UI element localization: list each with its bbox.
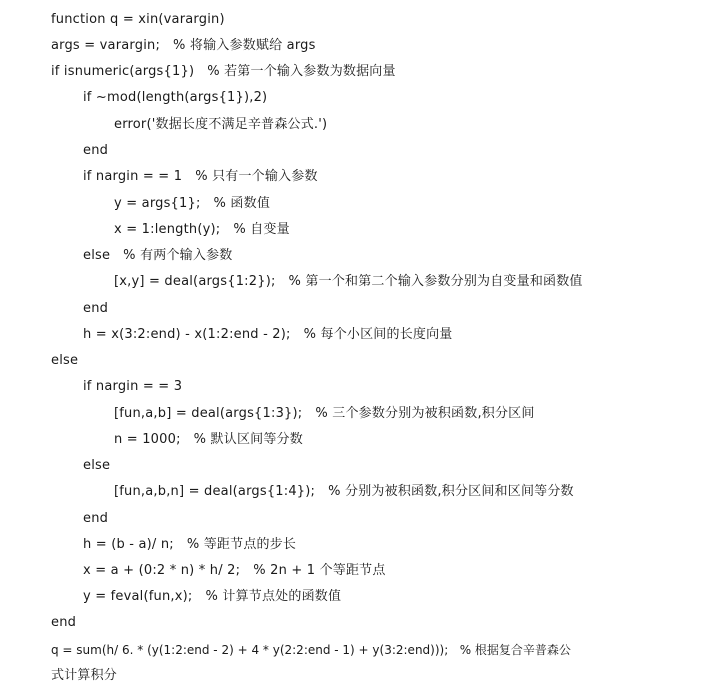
code-line: q = sum(h/ 6. * (y(1:2:end - 2) + 4 * y(2:2:end - 1) + y(3:2:end))); % 根据复合辛普森公	[51, 643, 571, 657]
code-line: 式计算积分	[51, 668, 118, 683]
code-line: else	[51, 353, 79, 368]
code-line: x = 1:length(y); % 自变量	[114, 222, 290, 237]
code-line: if nargin = = 1 % 只有一个输入参数	[83, 169, 318, 184]
code-line: x = a + (0:2 * n) * h/ 2; % 2n + 1 个等距节点	[83, 563, 386, 578]
code-line: error('数据长度不满足辛普森公式.')	[114, 117, 328, 132]
code-line: end	[83, 511, 109, 526]
code-line: h = x(3:2:end) - x(1:2:end - 2); % 每个小区间的长度向量	[83, 327, 453, 342]
code-line: if isnumeric(args{1}) % 若第一个输入参数为数据向量	[51, 64, 396, 79]
code-line: args = varargin; % 将输入参数赋给 args	[51, 38, 316, 53]
code-line: else	[83, 458, 111, 473]
code-line: [fun,a,b,n] = deal(args{1:4}); % 分别为被积函数,积分区间和区间等分数	[114, 484, 574, 499]
code-line: n = 1000; % 默认区间等分数	[114, 432, 303, 447]
code-line: [x,y] = deal(args{1:2}); % 第一个和第二个输入参数分别为自变量和函数值	[114, 274, 583, 289]
code-line: y = feval(fun,x); % 计算节点处的函数值	[83, 589, 342, 604]
code-line: if nargin = = 3	[83, 379, 183, 394]
code-line: if ~mod(length(args{1}),2)	[83, 90, 268, 105]
code-line: [fun,a,b] = deal(args{1:3}); % 三个参数分别为被积函数,积分区间	[114, 406, 535, 421]
code-line: end	[51, 615, 77, 630]
code-line: else % 有两个输入参数	[83, 248, 233, 263]
code-line: function q = xin(varargin)	[51, 12, 225, 27]
code-line: end	[83, 143, 109, 158]
code-line: h = (b - a)/ n; % 等距节点的步长	[83, 537, 297, 552]
code-line: end	[83, 301, 109, 316]
code-line: y = args{1}; % 函数值	[114, 196, 271, 211]
